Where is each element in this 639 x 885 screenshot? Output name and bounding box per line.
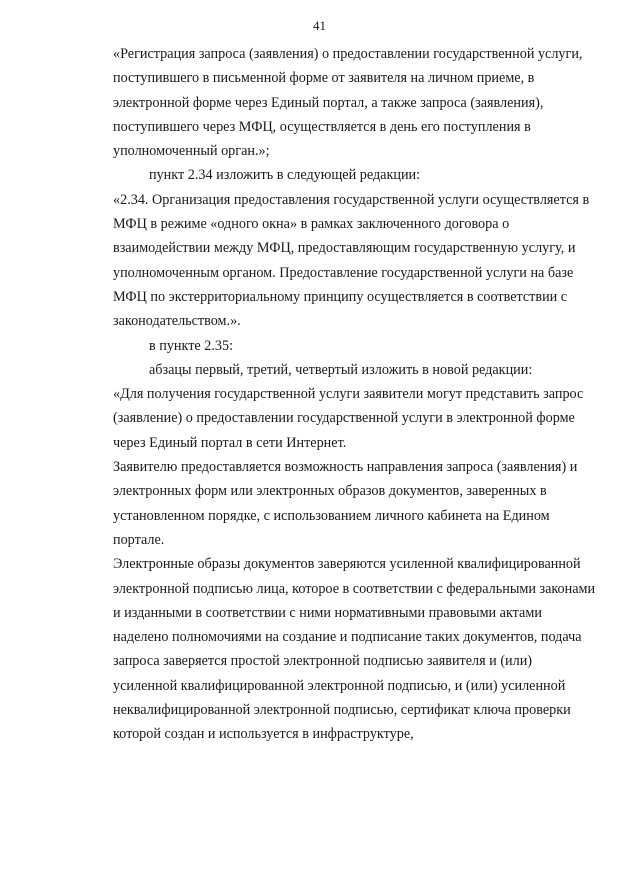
paragraph-applicant-possibility bbox=[113, 455, 596, 552]
text-line: заявителя и (или) усиленной квалифицированной электронной подписью, и bbox=[113, 653, 533, 694]
text-line: договора о взаимодействии между МФЦ, предоставляющим государственную bbox=[113, 216, 519, 257]
text-line: запрос (заявление) о предоставлении государственной услуги в электронной bbox=[113, 386, 584, 427]
page-number: 41 bbox=[313, 18, 326, 33]
paragraph-2-34 bbox=[113, 188, 596, 334]
text-line: поступившего через МФЦ, осуществляется в день его поступления в bbox=[113, 118, 531, 135]
paragraph-instruction-abzats: абзацы первый, третий, четвертый изложить в новой редакции: bbox=[149, 361, 533, 378]
text-line: ключа проверки которой создан и используется в инфраструктуре, bbox=[113, 702, 571, 743]
text-line: форме через Единый портал в сети Интернет. bbox=[113, 410, 575, 451]
text-line: осуществляется в МФЦ в режиме «одного окна» в рамках заключенного bbox=[113, 191, 590, 233]
text-line: на базе МФЦ по экстерриториальному принципу осуществляется в bbox=[113, 264, 574, 305]
text-line: Едином портале. bbox=[113, 507, 550, 548]
text-line: заверенных в установленном порядке, с использованием личного кабинета на bbox=[113, 483, 547, 524]
text-line: соответствии с законодательством.». bbox=[113, 288, 568, 330]
text-line: документов, подача запроса заверяется простой электронной подписью bbox=[113, 629, 582, 670]
paragraph-instruction-2-35: в пункте 2.35: bbox=[149, 337, 234, 354]
paragraph-obtaining-service bbox=[113, 382, 596, 455]
paragraph-electronic-images bbox=[113, 552, 596, 746]
text-line: уполномоченный орган.»; bbox=[113, 143, 270, 160]
text-line: услуги, поступившего в письменной форме от заявителя на личном приеме, в bbox=[113, 46, 583, 87]
text-line: правовыми актами наделено полномочиями на создание и подписание таких bbox=[113, 604, 542, 646]
text-line: федеральными законами и изданными в соответствии с ними нормативными bbox=[113, 580, 596, 621]
text-line: квалифицированной электронной подписью лица, которое в соответствии с bbox=[113, 556, 581, 597]
paragraph-instruction-2-34: пункт 2.34 изложить в следующей редакции: bbox=[149, 167, 421, 184]
text-line: Электронные образы документов заверяются усиленной bbox=[113, 556, 454, 573]
text-line: электронной форме через Единый портал, а также запроса (заявления), bbox=[113, 94, 544, 111]
text-line: Заявителю предоставляется возможность направления запроса bbox=[113, 459, 494, 476]
text-line: (или) усиленной неквалифицированной электронной подписью, сертификат bbox=[113, 677, 566, 719]
text-line: «2.34. Организация предоставления государственной услуги bbox=[113, 191, 480, 208]
text-line: «Регистрация запроса (заявления) о предоставлении государственной bbox=[113, 46, 535, 62]
document-body bbox=[113, 42, 596, 747]
paragraph-registration bbox=[113, 42, 596, 163]
text-line: «Для получения государственной услуги заявители могут представить bbox=[113, 386, 540, 403]
text-line: (заявления) и электронных форм или электронных образов документов, bbox=[113, 459, 578, 500]
text-line: услугу, и уполномоченным органом. Предоставление государственной услуги bbox=[113, 240, 576, 281]
